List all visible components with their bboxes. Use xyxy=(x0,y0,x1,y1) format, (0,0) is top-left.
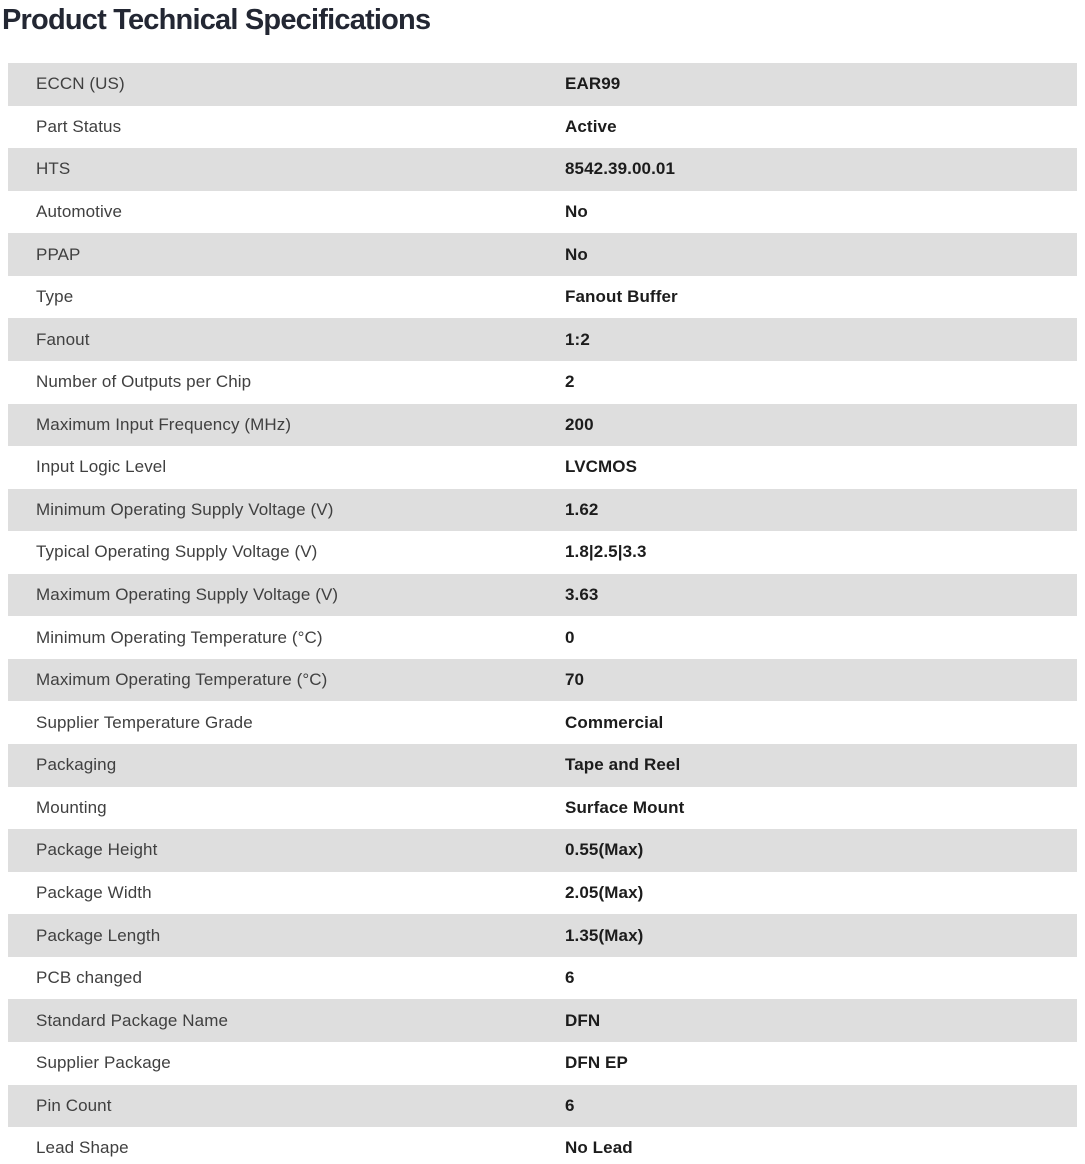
spec-value: EAR99 xyxy=(565,74,621,94)
spec-label: Mounting xyxy=(36,797,107,817)
spec-value: 8542.39.00.01 xyxy=(565,159,676,179)
spec-value: DFN EP xyxy=(565,1053,628,1073)
spec-value: 0 xyxy=(565,627,575,647)
spec-table xyxy=(8,63,1077,1164)
spec-row xyxy=(8,744,1077,787)
spec-row xyxy=(8,276,1077,319)
spec-value: Tape and Reel xyxy=(565,755,681,775)
spec-row xyxy=(8,191,1077,234)
spec-value: Surface Mount xyxy=(565,797,685,817)
spec-label: Maximum Operating Temperature (°C) xyxy=(36,670,328,690)
spec-row xyxy=(8,446,1077,489)
spec-row xyxy=(8,701,1077,744)
spec-row xyxy=(8,148,1077,191)
spec-label: Part Status xyxy=(36,116,122,136)
spec-label: Input Logic Level xyxy=(36,457,167,477)
page-title: Product Technical Specifications xyxy=(2,4,431,36)
spec-value: Fanout Buffer xyxy=(565,287,678,307)
spec-label: Standard Package Name xyxy=(36,1010,229,1030)
spec-row xyxy=(8,957,1077,1000)
spec-value: 6 xyxy=(565,968,575,988)
spec-row xyxy=(8,361,1077,404)
spec-value: Commercial xyxy=(565,712,664,732)
spec-row xyxy=(8,404,1077,447)
spec-label: Supplier Package xyxy=(36,1053,171,1073)
spec-label: Maximum Input Frequency (MHz) xyxy=(36,414,292,434)
spec-row xyxy=(8,63,1077,106)
spec-row xyxy=(8,829,1077,872)
spec-row xyxy=(8,872,1077,915)
spec-value: DFN xyxy=(565,1010,601,1030)
spec-row xyxy=(8,659,1077,702)
spec-row xyxy=(8,1085,1077,1128)
spec-label: ECCN (US) xyxy=(36,74,125,94)
spec-value: 3.63 xyxy=(565,585,599,605)
spec-value: 1.8|2.5|3.3 xyxy=(565,542,647,562)
spec-value: No xyxy=(565,244,588,264)
spec-value: 2 xyxy=(565,372,575,392)
spec-label: Supplier Temperature Grade xyxy=(36,712,253,732)
spec-value: 6 xyxy=(565,1095,575,1115)
spec-row xyxy=(8,787,1077,830)
spec-label: Automotive xyxy=(36,201,123,221)
spec-label: Packaging xyxy=(36,755,117,775)
spec-label: Lead Shape xyxy=(36,1138,129,1158)
spec-row xyxy=(8,106,1077,149)
spec-label: Minimum Operating Temperature (°C) xyxy=(36,627,323,647)
spec-label: PCB changed xyxy=(36,968,143,988)
spec-value: No xyxy=(565,201,588,221)
spec-row xyxy=(8,1042,1077,1085)
spec-row xyxy=(8,531,1077,574)
spec-row xyxy=(8,318,1077,361)
spec-row xyxy=(8,233,1077,276)
spec-row xyxy=(8,914,1077,957)
spec-label: PPAP xyxy=(36,244,81,264)
spec-row xyxy=(8,616,1077,659)
spec-label: Typical Operating Supply Voltage (V) xyxy=(36,542,318,562)
spec-value: 0.55(Max) xyxy=(565,840,644,860)
spec-label: Maximum Operating Supply Voltage (V) xyxy=(36,585,339,605)
spec-row xyxy=(8,574,1077,617)
spec-value: 70 xyxy=(565,670,585,690)
spec-value: 2.05(Max) xyxy=(565,882,644,902)
spec-label: Fanout xyxy=(36,329,90,349)
spec-value: 1.62 xyxy=(565,499,599,519)
spec-value: LVCMOS xyxy=(565,457,638,477)
spec-label: Type xyxy=(36,287,74,307)
spec-value: 1:2 xyxy=(565,329,590,349)
spec-label: Package Height xyxy=(36,840,158,860)
spec-value: 200 xyxy=(565,414,594,434)
spec-label: Number of Outputs per Chip xyxy=(36,372,252,392)
spec-label: Pin Count xyxy=(36,1095,112,1115)
spec-row xyxy=(8,1127,1077,1164)
spec-label: Minimum Operating Supply Voltage (V) xyxy=(36,499,334,519)
spec-value: 1.35(Max) xyxy=(565,925,644,945)
spec-row xyxy=(8,999,1077,1042)
spec-label: HTS xyxy=(36,159,71,179)
spec-row xyxy=(8,489,1077,532)
spec-label: Package Length xyxy=(36,925,161,945)
spec-value: No Lead xyxy=(565,1138,633,1158)
spec-label: Package Width xyxy=(36,882,152,902)
spec-value: Active xyxy=(565,116,617,136)
